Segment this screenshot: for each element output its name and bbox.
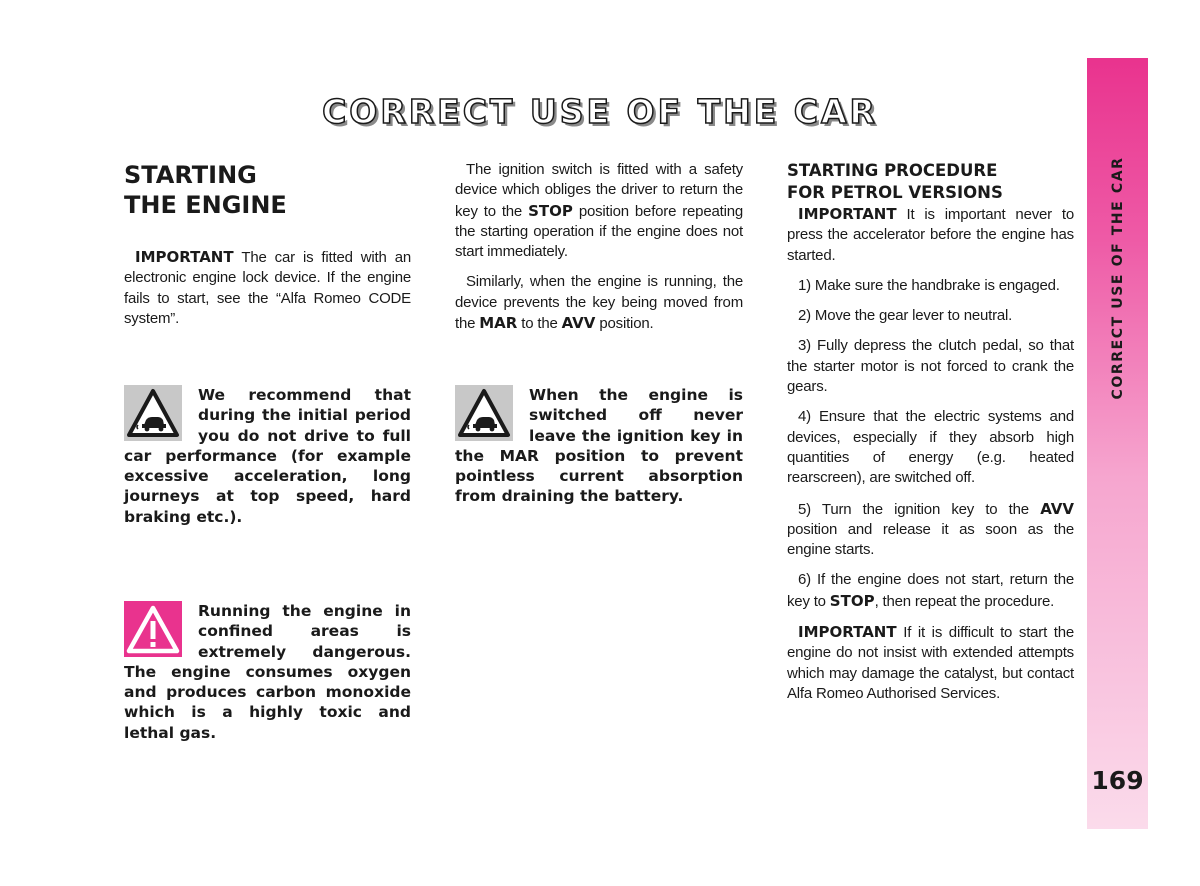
sub-heading [787,160,1074,204]
page-title: CORRECT USE OF THE CAR [322,92,878,131]
sidebar-chapter-title: CORRECT USE OF THE CAR [1109,156,1126,400]
warning-text: We recommend that during the initial period you do not drive to full car performance (for example excessive acceleration, long journeys at top speed, hard braking etc.). [124,386,411,526]
text: Similarly, when the engine is running, the device prevents the key being moved from the [455,273,743,333]
car-exhaust-icon [124,385,182,441]
text: position and release it as soon as the engine starts. [787,520,1074,559]
stop-term: STOP [829,591,875,610]
text: The ignition switch is fitted with a safety device which obliges the driver to return the key to the [455,161,743,220]
step-3: 3) Fully depress the clutch pedal, so that the starter motor is not forced to crank the gears. [787,337,1074,396]
text: position before repeating the starting operation if the engine does not start immediately. [455,202,743,261]
important-label: IMPORTANT [135,248,234,266]
sub-heading-line2: FOR PETROL VERSIONS [787,183,1003,202]
paragraph-safety-device [455,160,743,262]
important-note-accelerator [787,204,1074,266]
car-exhaust-icon [455,385,513,441]
stop-term: STOP [528,201,573,220]
avv-term: AVV [561,314,596,333]
text: 5) Turn the ignition key to the [798,500,1041,518]
avv-term: AVV [1040,499,1074,518]
text: , then repeat the procedure. [874,592,1055,610]
warning-box-performance [124,385,411,527]
text: to the [517,315,562,333]
important-note [124,247,411,329]
section-heading-line2: THE ENGINE [124,191,287,219]
section-heading-line1: STARTING [124,161,257,189]
column-3 [787,160,1074,704]
important-note-catalyst [787,622,1074,704]
warning-box-danger [124,601,411,743]
page-number: 169 [1091,766,1144,795]
step-5 [787,499,1074,561]
warning-text: Running the engine in confined areas is extremely dangerous. The engine consumes oxygen and produces carbon monoxide which is a highly toxic and lethal gas. [124,602,411,742]
danger-triangle-icon [124,601,182,657]
important-label: IMPORTANT [798,205,897,223]
step-2: 2) Move the gear lever to neutral. [798,307,1013,325]
text: 6) If the engine does not start, return the key to [787,571,1074,610]
warning-box-ignition-key [455,385,743,507]
step-4: 4) Ensure that the electric systems and devices, especially if they absorb high quantities of energy (e.g. heated rearscreen), are switched off. [787,408,1074,487]
step-1: 1) Make sure the handbrake is engaged. [798,276,1060,294]
important-text: The car is fitted with an electronic engine lock device. If the engine fails to start, see the “Alfa Romeo CODE system”. [124,249,411,327]
paragraph-key-position [455,272,743,334]
important-text: It is important never to press the accelerator before the engine has started. [787,206,1074,264]
warning-text: When the engine is switched off never leave the ignition key in the MAR position to prevent pointless current absorption from draining the battery. [455,386,743,506]
important-text: If it is difficult to start the engine do not insist with extended attempts which may damage the catalyst, but contact Alfa Romeo Authorised Services. [787,624,1074,702]
step-6 [787,570,1074,612]
column-1 [124,160,411,329]
section-heading [124,160,411,220]
important-label: IMPORTANT [798,623,897,642]
mar-term: MAR [479,314,518,333]
text: position. [595,315,654,333]
sub-heading-line1: STARTING PROCEDURE [787,161,998,180]
chapter-sidebar [1087,58,1148,829]
column-2 [455,160,743,334]
